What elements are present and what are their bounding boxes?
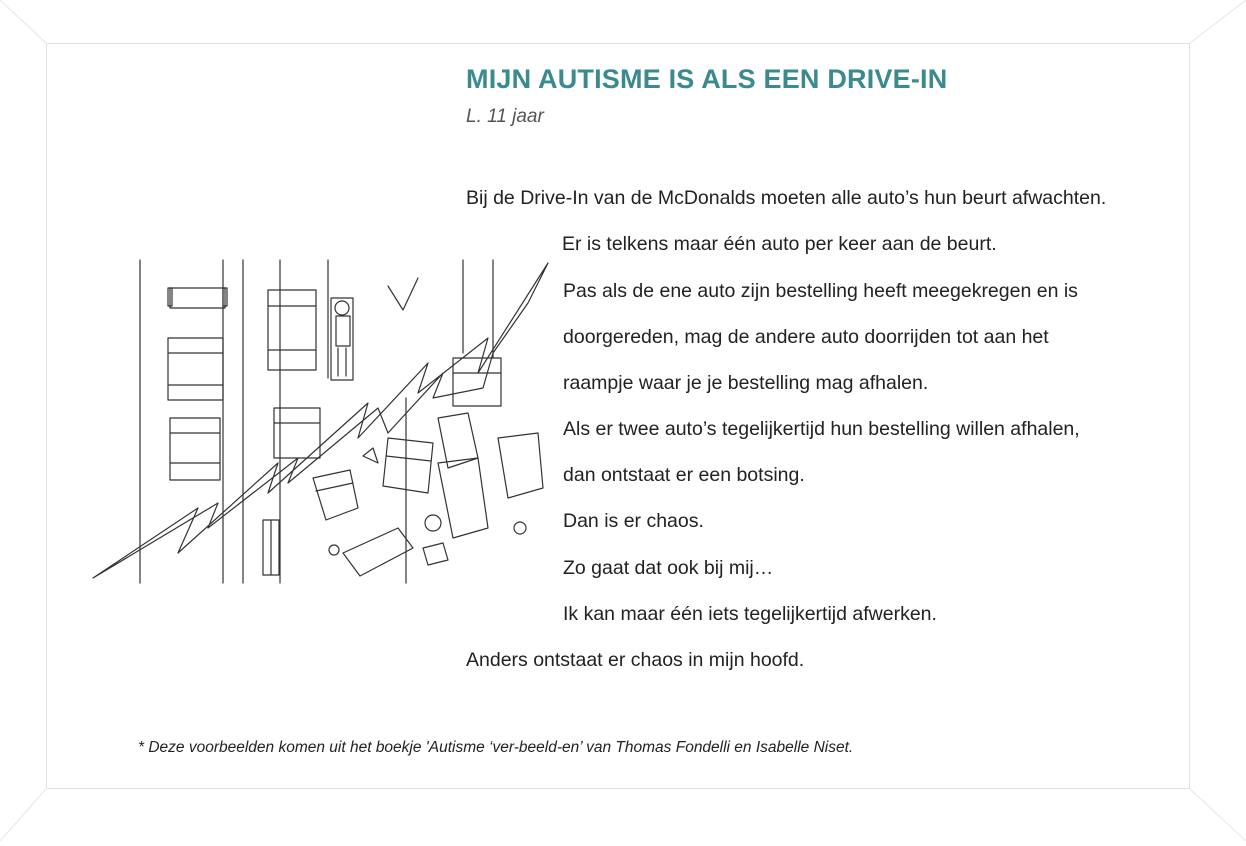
- text-line: Zo gaat dat ook bij mij…: [563, 557, 774, 579]
- text-line: doorgereden, mag de andere auto doorrijden tot aan het: [563, 326, 1049, 348]
- text-line: Er is telkens maar één auto per keer aan de beurt.: [562, 233, 997, 255]
- text-line: Anders ontstaat er chaos in mijn hoofd.: [466, 649, 805, 671]
- text-line: Ik kan maar één iets tegelijkertijd afwerken.: [563, 603, 937, 625]
- text-line: raampje waar je je bestelling mag afhalen.: [563, 372, 929, 394]
- text-line: Bij de Drive-In van de McDonalds moeten alle auto’s hun beurt afwachten.: [466, 187, 1107, 209]
- text-line: Dan is er chaos.: [563, 510, 704, 532]
- text-line: dan ontstaat er een botsing.: [563, 464, 805, 486]
- author-label: L. 11 jaar: [466, 106, 544, 127]
- child-drawing-illustration: [88, 258, 553, 588]
- text-line: Pas als de ene auto zijn bestelling heeft meegekregen en is: [563, 280, 1078, 302]
- footnote: * Deze voorbeelden komen uit het boekje 'Autisme ‘ver-beeld-en’ van Thomas Fondelli en Isabelle Niset.: [138, 739, 854, 756]
- text-line: Als er twee auto’s tegelijkertijd hun bestelling willen afhalen,: [563, 418, 1080, 440]
- page-title: MIJN AUTISME IS ALS EEN DRIVE-IN: [466, 64, 948, 94]
